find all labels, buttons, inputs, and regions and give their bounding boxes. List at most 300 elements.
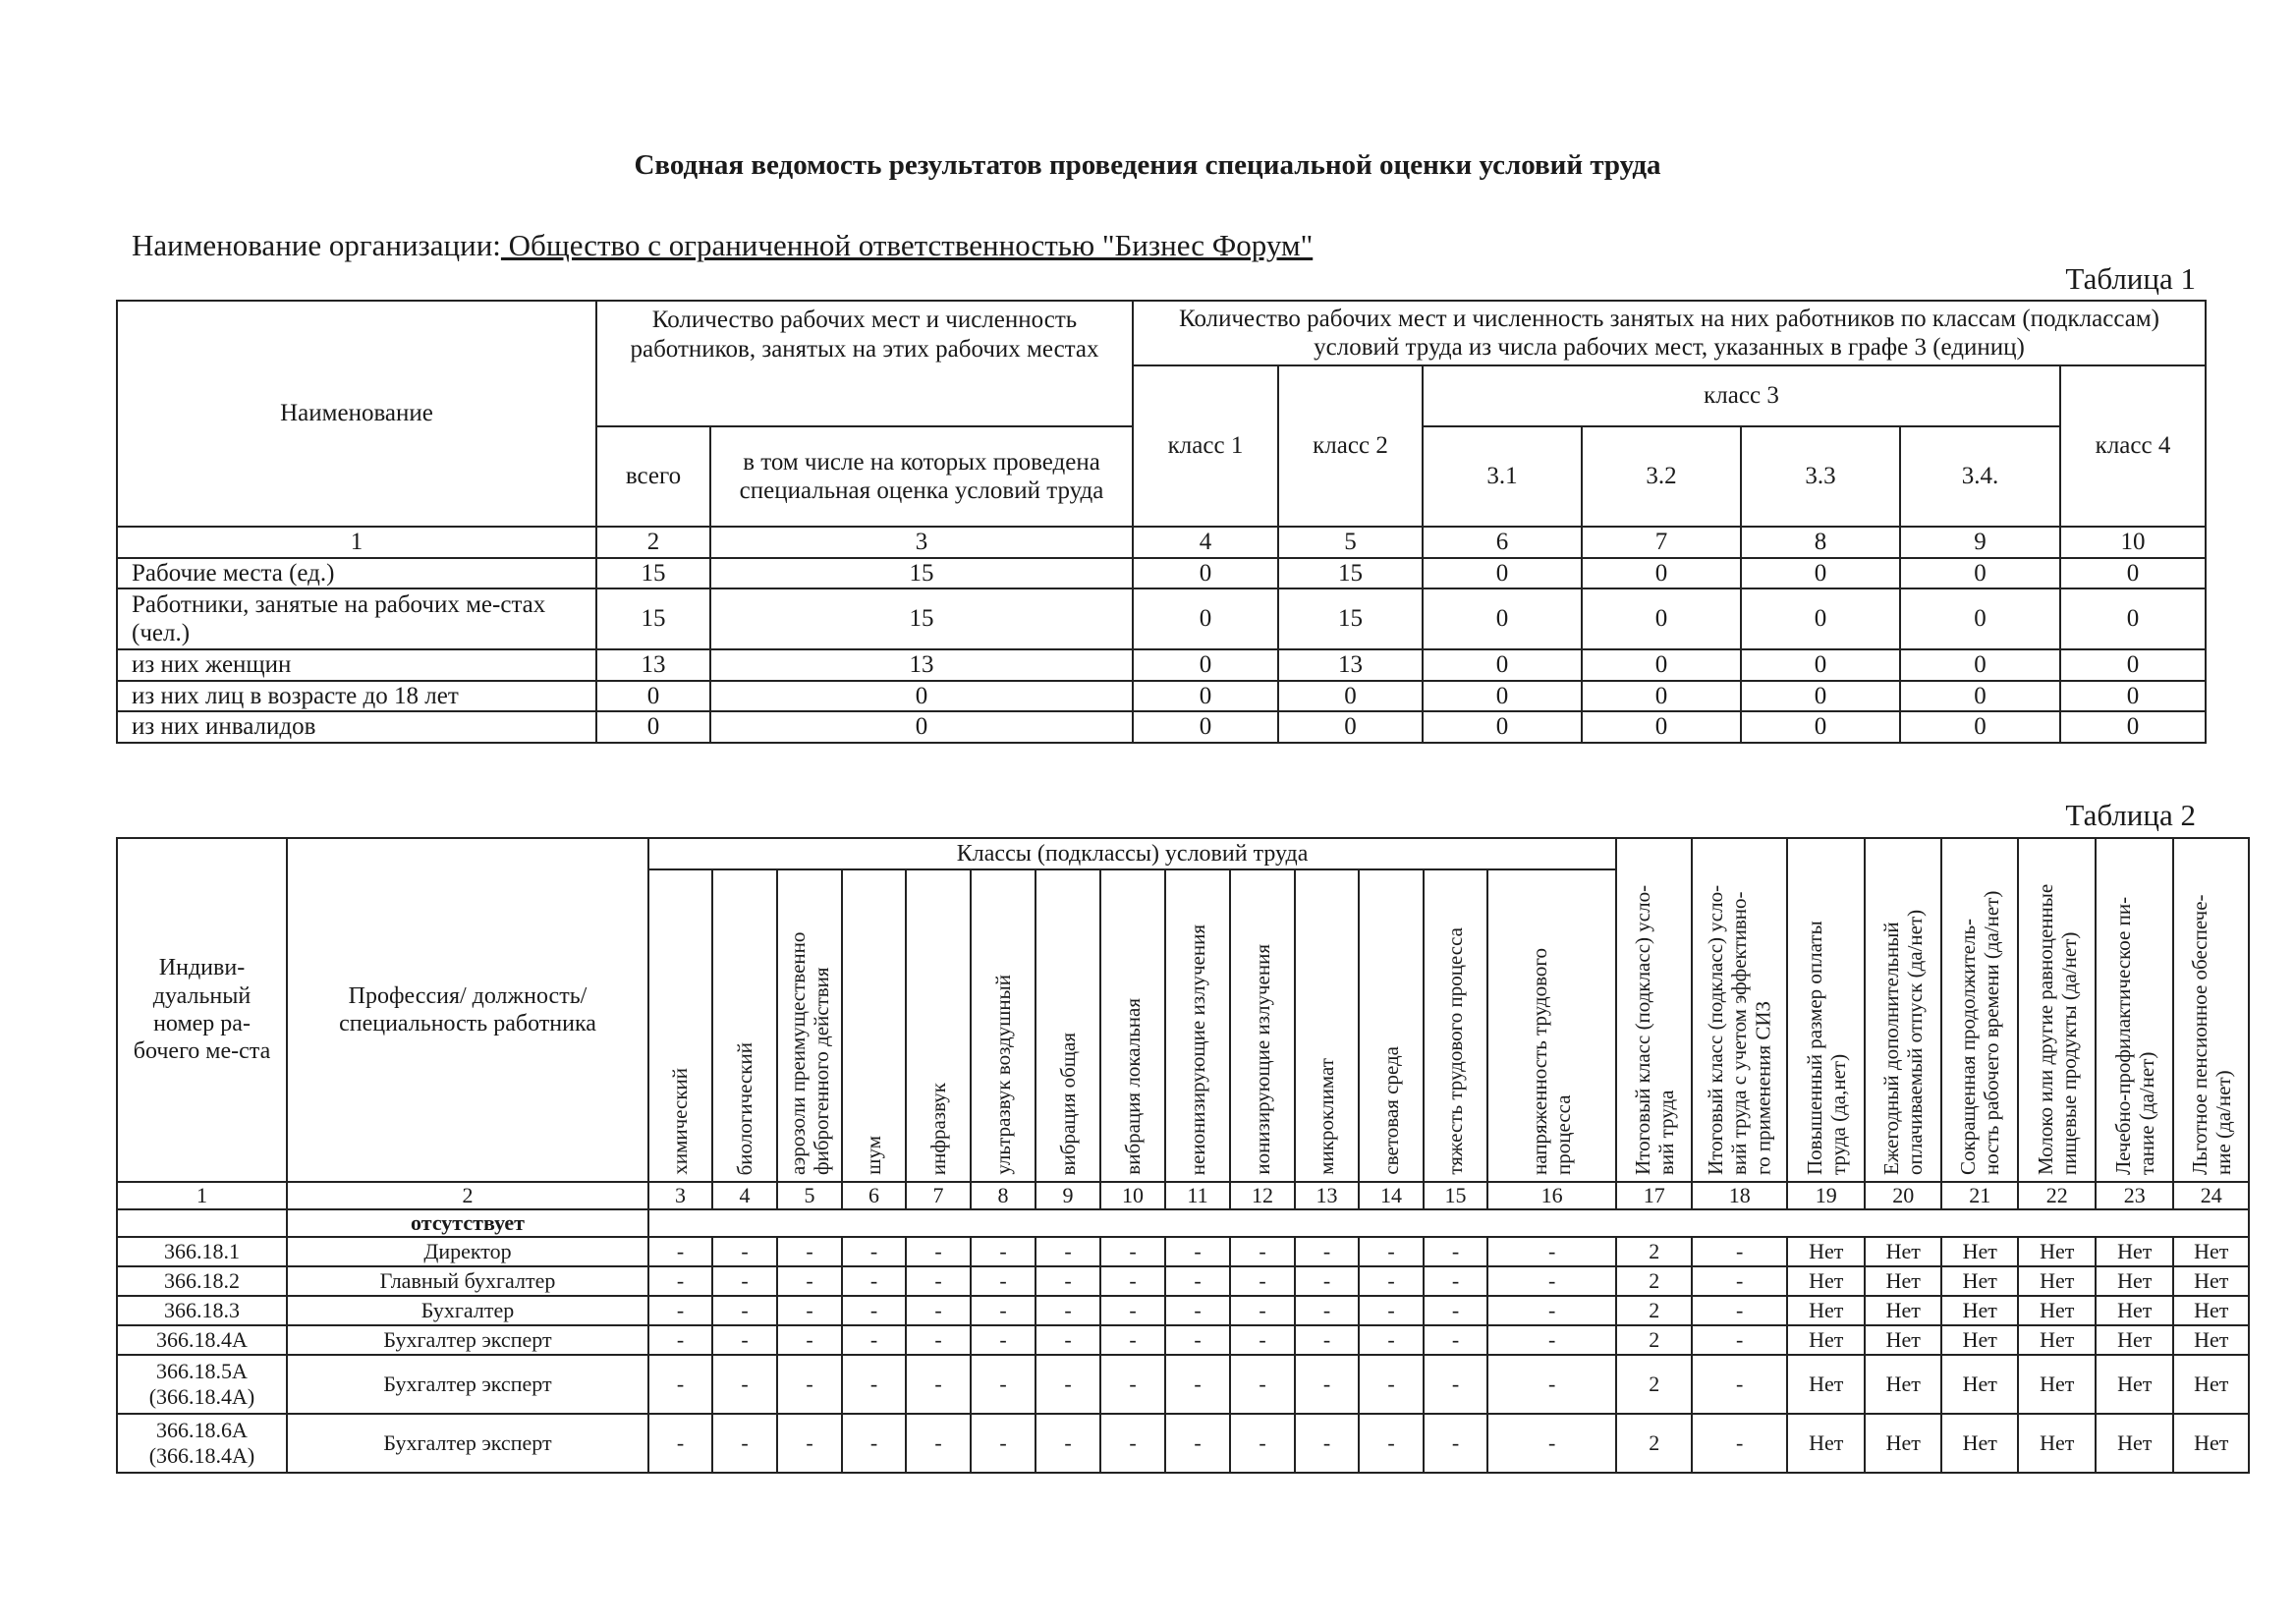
cell-value: - <box>1295 1296 1359 1325</box>
header-sub-3-4: 3.4. <box>1900 426 2060 527</box>
header-factor-text: тяжесть трудового процесса <box>1443 927 1468 1176</box>
header-workplace-id: Индиви-дуальный номер ра-бочего ме-ста <box>117 838 287 1182</box>
column-number: 9 <box>1900 527 2060 558</box>
cell-value: Нет <box>2018 1414 2096 1473</box>
cell-value: - <box>906 1266 971 1296</box>
cell-value: - <box>1165 1414 1230 1473</box>
table-row <box>117 1296 2249 1325</box>
cell-value: - <box>971 1296 1036 1325</box>
cell-value: 0 <box>1582 681 1741 712</box>
cell-value: - <box>842 1296 906 1325</box>
cell-value: Нет <box>2096 1266 2173 1296</box>
table-row <box>117 558 2206 589</box>
cell-value: - <box>1036 1325 1100 1355</box>
cell-value: - <box>777 1355 842 1414</box>
row-label: Рабочие места (ед.) <box>117 558 596 589</box>
workplace-id: 366.18.2 <box>117 1266 287 1296</box>
header-profession: Профессия/ должность/ специальность работника <box>287 838 648 1182</box>
cell-value: Нет <box>2018 1355 2096 1414</box>
cell-value: - <box>1165 1296 1230 1325</box>
page-title: Сводная ведомость результатов проведения специальной оценки условий труда <box>634 149 1661 181</box>
cell-value: 0 <box>1423 558 1582 589</box>
header-factor-text: вибрация общая <box>1055 1032 1080 1176</box>
column-number: 3 <box>710 527 1133 558</box>
header-extra-22 <box>2018 838 2096 1182</box>
cell-value: - <box>1359 1296 1424 1325</box>
cell-value: 0 <box>1900 711 2060 743</box>
cell-value: - <box>1295 1237 1359 1266</box>
header-factor-text: напряженность трудового процесса <box>1528 948 1576 1176</box>
workplace-id: 366.18.5А (366.18.4А) <box>117 1355 287 1414</box>
cell-value: Нет <box>2096 1355 2173 1414</box>
cell-value: Нет <box>1787 1266 1865 1296</box>
cell-value: - <box>1424 1325 1487 1355</box>
summary-table <box>116 300 2207 744</box>
cell-value: Нет <box>2096 1325 2173 1355</box>
cell-value: - <box>648 1355 712 1414</box>
cell-value: 15 <box>710 588 1133 649</box>
header-factor-text: ультразвук воздушный <box>990 975 1015 1176</box>
column-numbers-row <box>117 1182 2249 1209</box>
column-number: 7 <box>906 1182 971 1209</box>
profession: Бухгалтер эксперт <box>287 1355 648 1414</box>
column-number: 14 <box>1359 1182 1424 1209</box>
cell-value: - <box>777 1296 842 1325</box>
cell-value: - <box>1359 1237 1424 1266</box>
column-number: 1 <box>117 527 596 558</box>
cell-value: Нет <box>1941 1296 2018 1325</box>
cell-value: Нет <box>2173 1266 2249 1296</box>
cell-value: - <box>1424 1237 1487 1266</box>
column-number: 22 <box>2018 1182 2096 1209</box>
header-factor-text: шум <box>862 1136 886 1176</box>
cell-value: 0 <box>1900 558 2060 589</box>
cell-value: - <box>1230 1325 1295 1355</box>
workplaces-table <box>116 837 2250 1474</box>
column-number: 9 <box>1036 1182 1100 1209</box>
cell-value: Нет <box>1787 1296 1865 1325</box>
header-factor-13 <box>1295 869 1359 1182</box>
cell-value: Нет <box>1941 1414 2018 1473</box>
cell-value: - <box>712 1325 777 1355</box>
cell-value: - <box>971 1414 1036 1473</box>
header-class2: класс 2 <box>1278 365 1423 527</box>
cell-value: - <box>1230 1355 1295 1414</box>
cell-value: 0 <box>1133 588 1278 649</box>
cell-value: Нет <box>1865 1266 1941 1296</box>
cell-value: - <box>1036 1296 1100 1325</box>
header-extra-text: Ежегодный дополнительный оплачиваемый отпуск (да/нет) <box>1879 909 1928 1176</box>
cell-value: - <box>1359 1414 1424 1473</box>
cell-value: Нет <box>1865 1355 1941 1414</box>
header-sub-3-3: 3.3 <box>1741 426 1900 527</box>
cell-value: 0 <box>1741 649 1900 681</box>
cell-value: - <box>1230 1266 1295 1296</box>
cell-value: 15 <box>596 558 710 589</box>
header-sub-3-2: 3.2 <box>1582 426 1741 527</box>
header-factor-4 <box>712 869 777 1182</box>
column-number: 18 <box>1692 1182 1787 1209</box>
cell-value: - <box>971 1237 1036 1266</box>
column-number: 20 <box>1865 1182 1941 1209</box>
cell-value: - <box>712 1266 777 1296</box>
header-factor-text: световая среда <box>1378 1046 1403 1176</box>
cell-value: - <box>1165 1355 1230 1414</box>
column-number: 15 <box>1424 1182 1487 1209</box>
cell-value: 0 <box>1133 681 1278 712</box>
cell-value: Нет <box>2173 1237 2249 1266</box>
cell-value: Нет <box>1787 1237 1865 1266</box>
cell-value: - <box>1692 1355 1787 1414</box>
cell-value: 0 <box>710 681 1133 712</box>
cell-value: - <box>648 1325 712 1355</box>
header-extra-text: Лечебно-профилактическое пи-тание (да/нет) <box>2110 896 2158 1176</box>
column-number: 10 <box>1100 1182 1165 1209</box>
cell-value: Нет <box>1787 1414 1865 1473</box>
cell-value: - <box>1359 1325 1424 1355</box>
header-factor-14 <box>1359 869 1424 1182</box>
header-extra-21 <box>1941 838 2018 1182</box>
cell-value: 0 <box>1741 588 1900 649</box>
section-label: отсутствует <box>287 1209 648 1237</box>
cell-value: - <box>1692 1237 1787 1266</box>
cell-value: - <box>1424 1414 1487 1473</box>
header-factor-11 <box>1165 869 1230 1182</box>
cell-value: - <box>971 1266 1036 1296</box>
cell-value: - <box>842 1325 906 1355</box>
column-number: 2 <box>596 527 710 558</box>
header-extra-18 <box>1692 838 1787 1182</box>
cell-value: - <box>1100 1266 1165 1296</box>
cell-value: 0 <box>596 681 710 712</box>
cell-value: Нет <box>1787 1325 1865 1355</box>
header-extra-text: Повышенный размер оплаты труда (да,нет) <box>1802 921 1850 1176</box>
cell-value: - <box>1424 1355 1487 1414</box>
cell-value: - <box>1487 1296 1616 1325</box>
column-number: 19 <box>1787 1182 1865 1209</box>
table-row <box>117 711 2206 743</box>
cell-value: - <box>1100 1325 1165 1355</box>
column-number: 8 <box>1741 527 1900 558</box>
cell-value: 0 <box>710 711 1133 743</box>
cell-value: - <box>906 1237 971 1266</box>
workplace-id: 366.18.1 <box>117 1237 287 1266</box>
table-row <box>117 588 2206 649</box>
cell-value: - <box>1692 1296 1787 1325</box>
cell-value: Нет <box>1787 1355 1865 1414</box>
cell-value: - <box>712 1414 777 1473</box>
cell-value: - <box>1359 1266 1424 1296</box>
cell-value: - <box>1165 1325 1230 1355</box>
cell-value: 0 <box>1278 681 1423 712</box>
header-extra-20 <box>1865 838 1941 1182</box>
header-factor-text: вибрация локальная <box>1120 998 1145 1176</box>
cell-value: - <box>1230 1296 1295 1325</box>
cell-value: 13 <box>710 649 1133 681</box>
cell-value: - <box>1100 1296 1165 1325</box>
column-number: 2 <box>287 1182 648 1209</box>
cell-value: - <box>906 1325 971 1355</box>
header-factor-text: микроклимат <box>1315 1058 1339 1176</box>
cell-value: - <box>777 1266 842 1296</box>
cell-value: Нет <box>2096 1237 2173 1266</box>
cell-value: Нет <box>2018 1325 2096 1355</box>
cell-value: 2 <box>1616 1296 1692 1325</box>
profession: Главный бухгалтер <box>287 1266 648 1296</box>
header-classes-group: Классы (подклассы) условий труда <box>648 838 1616 869</box>
cell-value: Нет <box>2096 1414 2173 1473</box>
cell-value: - <box>777 1237 842 1266</box>
cell-value: - <box>1100 1237 1165 1266</box>
cell-value: 0 <box>1133 649 1278 681</box>
column-number: 24 <box>2173 1182 2249 1209</box>
cell-value: - <box>1295 1355 1359 1414</box>
header-extra-text: Итоговый класс (подкласс) усло-вий труда с учетом эффективно-го применения СИЗ <box>1704 884 1775 1176</box>
cell-value: Нет <box>1941 1266 2018 1296</box>
header-factor-16 <box>1487 869 1616 1182</box>
header-name: Наименование <box>117 301 596 527</box>
header-factor-10 <box>1100 869 1165 1182</box>
cell-value: Нет <box>2018 1237 2096 1266</box>
column-number: 11 <box>1165 1182 1230 1209</box>
cell-value: - <box>906 1296 971 1325</box>
table1-label: Таблица 1 <box>2065 261 2196 296</box>
cell-value: 0 <box>1582 558 1741 589</box>
cell-value: 2 <box>1616 1325 1692 1355</box>
profession: Бухгалтер <box>287 1296 648 1325</box>
table-row <box>117 1414 2249 1473</box>
cell-value: 2 <box>1616 1266 1692 1296</box>
cell-value: - <box>1692 1325 1787 1355</box>
cell-value: - <box>1692 1414 1787 1473</box>
cell-value: Нет <box>2018 1296 2096 1325</box>
column-number: 17 <box>1616 1182 1692 1209</box>
table-row <box>117 1237 2249 1266</box>
cell-value: - <box>648 1237 712 1266</box>
header-factor-6 <box>842 869 906 1182</box>
header-class3: класс 3 <box>1423 365 2060 426</box>
cell-value: 15 <box>1278 588 1423 649</box>
cell-value: 0 <box>596 711 710 743</box>
cell-value: - <box>842 1414 906 1473</box>
header-extra-23 <box>2096 838 2173 1182</box>
row-label: из них женщин <box>117 649 596 681</box>
column-number: 3 <box>648 1182 712 1209</box>
column-number: 21 <box>1941 1182 2018 1209</box>
cell-value: 0 <box>1900 649 2060 681</box>
cell-value: 2 <box>1616 1355 1692 1414</box>
cell-value: 0 <box>1900 588 2060 649</box>
header-factor-7 <box>906 869 971 1182</box>
cell-value: 0 <box>1423 649 1582 681</box>
cell-value: - <box>1230 1237 1295 1266</box>
row-label: из них лиц в возрасте до 18 лет <box>117 681 596 712</box>
cell-value: Нет <box>2096 1296 2173 1325</box>
cell-value: Нет <box>2018 1266 2096 1296</box>
cell-value: 0 <box>1423 588 1582 649</box>
cell-value: - <box>1424 1266 1487 1296</box>
cell-value: 0 <box>1900 681 2060 712</box>
cell-value: 0 <box>2060 649 2206 681</box>
cell-value: - <box>777 1325 842 1355</box>
table-row <box>117 681 2206 712</box>
cell-value: - <box>777 1414 842 1473</box>
cell-value: 0 <box>1423 681 1582 712</box>
column-number: 6 <box>1423 527 1582 558</box>
header-class1: класс 1 <box>1133 365 1278 527</box>
header-sub-3-1: 3.1 <box>1423 426 1582 527</box>
cell-value: - <box>648 1296 712 1325</box>
table-row <box>117 649 2206 681</box>
cell-value: 15 <box>710 558 1133 589</box>
cell-value: - <box>712 1296 777 1325</box>
workplace-id: 366.18.3 <box>117 1296 287 1325</box>
cell-value: - <box>1036 1266 1100 1296</box>
cell-value: - <box>1100 1355 1165 1414</box>
cell-value: - <box>1036 1355 1100 1414</box>
header-extra-24 <box>2173 838 2249 1182</box>
cell-value: - <box>971 1355 1036 1414</box>
cell-value: 0 <box>1278 711 1423 743</box>
column-number: 5 <box>1278 527 1423 558</box>
row-label: Работники, занятые на рабочих ме-стах (чел.) <box>117 588 596 649</box>
header-total: всего <box>596 426 710 527</box>
cell-value: 0 <box>2060 558 2206 589</box>
header-group-total: Количество рабочих мест и численность работников, занятых на этих рабочих местах <box>596 301 1133 426</box>
cell-value: 0 <box>1741 681 1900 712</box>
cell-value: 0 <box>1582 649 1741 681</box>
cell-value: - <box>1487 1414 1616 1473</box>
cell-value: 13 <box>596 649 710 681</box>
cell-value: - <box>1487 1237 1616 1266</box>
cell-value: - <box>1295 1325 1359 1355</box>
column-number: 12 <box>1230 1182 1295 1209</box>
cell-value: - <box>842 1266 906 1296</box>
cell-value: - <box>1424 1296 1487 1325</box>
table-row <box>117 1266 2249 1296</box>
cell-value: 0 <box>1582 588 1741 649</box>
cell-value: Нет <box>1865 1325 1941 1355</box>
organization-label: Наименование организации: <box>132 228 501 262</box>
header-factor-text: инфразвук <box>925 1082 950 1176</box>
cell-value: - <box>1487 1355 1616 1414</box>
cell-value: Нет <box>1941 1325 2018 1355</box>
cell-value: - <box>1036 1237 1100 1266</box>
header-extra-text: Молоко или другие равноценные пищевые продукты (да/нет) <box>2033 883 2081 1176</box>
column-number: 23 <box>2096 1182 2173 1209</box>
cell-value: - <box>1230 1414 1295 1473</box>
header-extra-17 <box>1616 838 1692 1182</box>
cell-value: 0 <box>1582 711 1741 743</box>
profession: Бухгалтер эксперт <box>287 1414 648 1473</box>
column-number: 4 <box>712 1182 777 1209</box>
row-label: из них инвалидов <box>117 711 596 743</box>
header-factor-5 <box>777 869 842 1182</box>
header-group-classes: Количество рабочих мест и численность занятых на них работников по классам (подклассам) условий труда из числа рабочих мест, указанных в графе 3 (единиц) <box>1133 301 2206 365</box>
column-number: 8 <box>971 1182 1036 1209</box>
cell-value: Нет <box>2173 1414 2249 1473</box>
header-factor-text: аэрозоли преимущественно фиброгенного действия <box>785 931 833 1176</box>
cell-value: - <box>1359 1355 1424 1414</box>
header-extra-text: Итоговый класс (подкласс) усло-вий труда <box>1630 884 1678 1176</box>
header-extra-text: Сокращенная продолжитель-ность рабочего времени (да/нет) <box>1956 890 2004 1176</box>
workplace-id: 366.18.6А (366.18.4А) <box>117 1414 287 1473</box>
header-factor-8 <box>971 869 1036 1182</box>
cell-value: - <box>648 1266 712 1296</box>
cell-value: - <box>906 1355 971 1414</box>
cell-value: - <box>1295 1266 1359 1296</box>
cell-value: Нет <box>1941 1237 2018 1266</box>
column-number: 10 <box>2060 527 2206 558</box>
cell-value: 0 <box>2060 681 2206 712</box>
column-number: 13 <box>1295 1182 1359 1209</box>
cell-value: Нет <box>2173 1355 2249 1414</box>
cell-value: - <box>842 1237 906 1266</box>
cell-value: - <box>1036 1414 1100 1473</box>
cell-value: 0 <box>1133 558 1278 589</box>
cell-value: 15 <box>596 588 710 649</box>
cell-value: - <box>1487 1266 1616 1296</box>
header-class4: класс 4 <box>2060 365 2206 527</box>
section-row <box>117 1209 2249 1237</box>
cell-value: 0 <box>1133 711 1278 743</box>
column-number: 7 <box>1582 527 1741 558</box>
cell-value: 0 <box>1741 558 1900 589</box>
header-factor-3 <box>648 869 712 1182</box>
cell-value: Нет <box>1941 1355 2018 1414</box>
header-factor-9 <box>1036 869 1100 1182</box>
column-number: 5 <box>777 1182 842 1209</box>
cell-value: - <box>648 1414 712 1473</box>
column-number: 16 <box>1487 1182 1616 1209</box>
profession: Бухгалтер эксперт <box>287 1325 648 1355</box>
profession: Директор <box>287 1237 648 1266</box>
cell-value: 2 <box>1616 1237 1692 1266</box>
header-assessed: в том числе на которых проведена специальная оценка условий труда <box>710 426 1133 527</box>
cell-value: 2 <box>1616 1414 1692 1473</box>
cell-value: 0 <box>2060 588 2206 649</box>
cell-value: Нет <box>1865 1296 1941 1325</box>
header-factor-text: неионизирующие излучения <box>1185 924 1209 1176</box>
column-numbers-row <box>117 527 2206 558</box>
cell-value: 0 <box>1423 711 1582 743</box>
header-extra-text: Льготное пенсионное обеспече-ние (да/нет) <box>2187 894 2235 1176</box>
header-factor-12 <box>1230 869 1295 1182</box>
header-factor-15 <box>1424 869 1487 1182</box>
cell-value: 0 <box>2060 711 2206 743</box>
cell-value: 13 <box>1278 649 1423 681</box>
organization-name: Общество с ограниченной ответственностью "Бизнес Форум" <box>500 228 1314 262</box>
table-row <box>117 1325 2249 1355</box>
cell-value: - <box>1100 1414 1165 1473</box>
column-number: 1 <box>117 1182 287 1209</box>
cell-value: - <box>906 1414 971 1473</box>
cell-value: Нет <box>2173 1325 2249 1355</box>
cell-value: Нет <box>1865 1237 1941 1266</box>
cell-value: - <box>1165 1266 1230 1296</box>
cell-value: Нет <box>2173 1296 2249 1325</box>
cell-value: - <box>1487 1325 1616 1355</box>
header-factor-text: ионизирующие излучения <box>1250 944 1274 1176</box>
cell-value: - <box>842 1355 906 1414</box>
cell-value: - <box>1295 1414 1359 1473</box>
header-factor-text: химический <box>668 1068 693 1176</box>
workplace-id: 366.18.4А <box>117 1325 287 1355</box>
cell-value: 0 <box>1741 711 1900 743</box>
table2-label: Таблица 2 <box>2065 798 2196 832</box>
cell-value: - <box>1692 1266 1787 1296</box>
table-row <box>117 1355 2249 1414</box>
